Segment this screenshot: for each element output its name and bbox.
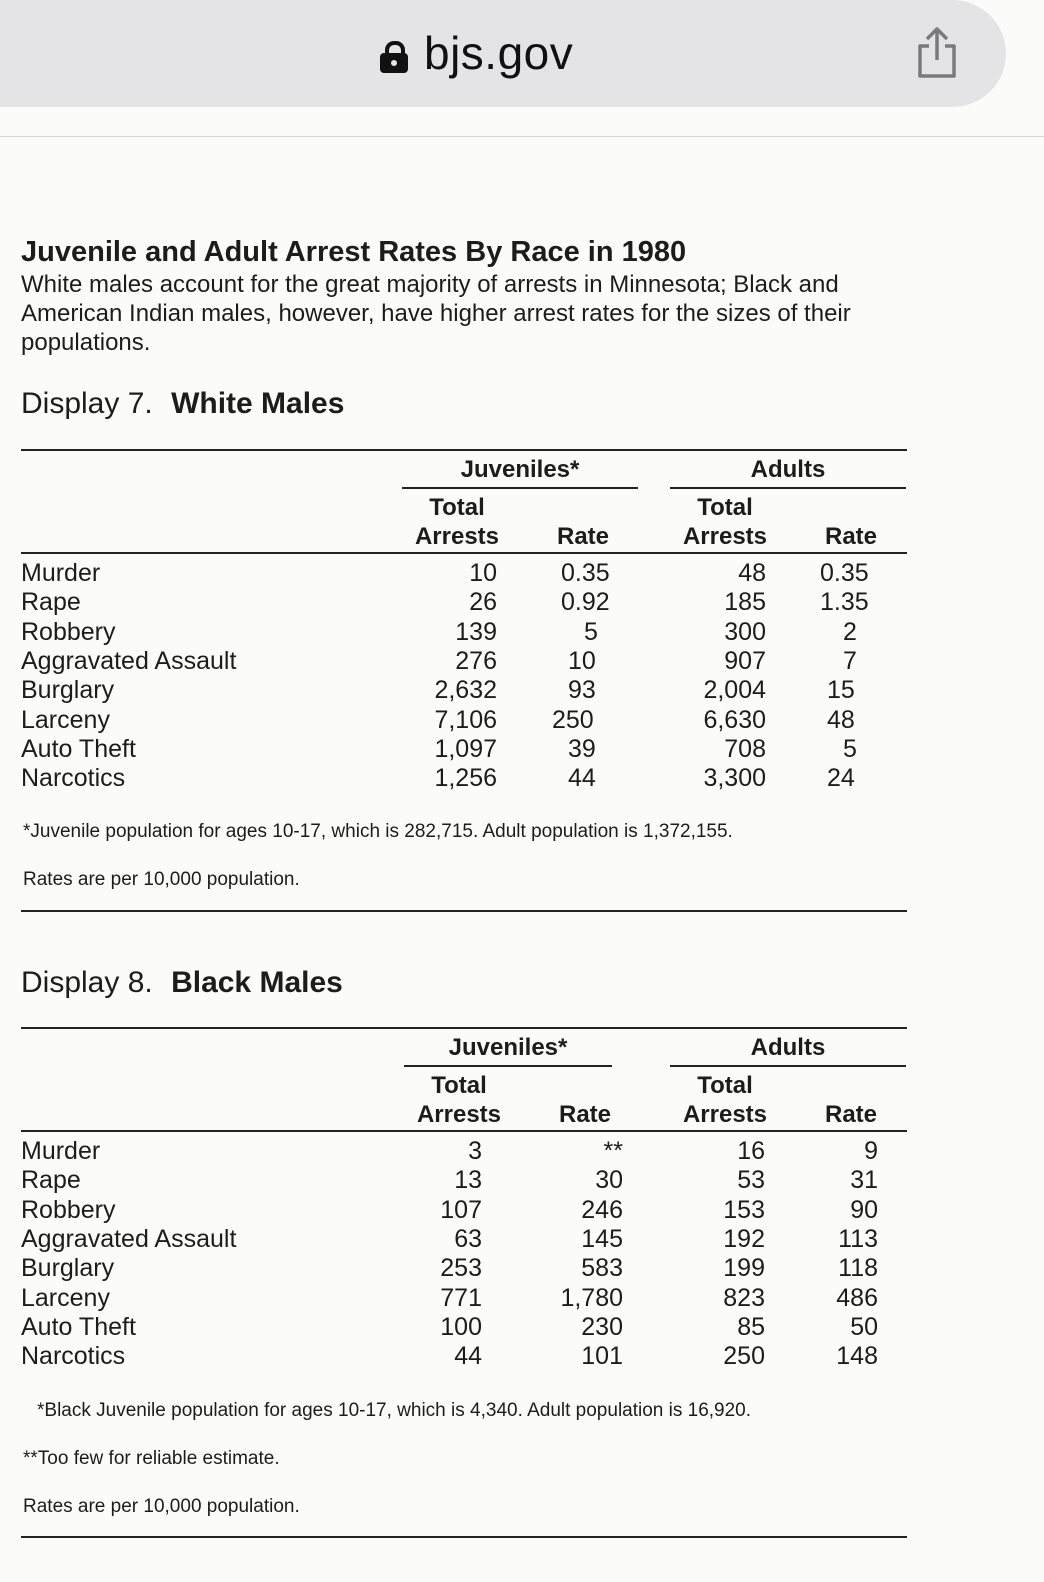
- juv-rate-cell: 44: [568, 764, 596, 793]
- adult-rate-cell: 486: [836, 1283, 878, 1312]
- juv-arrests-cell: 107: [440, 1195, 482, 1224]
- adult-arrests-cell: 3,300: [703, 764, 766, 793]
- crime-label: Auto Theft: [21, 734, 136, 763]
- display-name: White Males: [171, 387, 345, 420]
- col-header-rate: Rate: [558, 1101, 612, 1128]
- table-top-rule: [21, 449, 907, 451]
- adult-rate-cell: 7: [843, 646, 857, 675]
- juv-rate-cell: 101: [581, 1342, 623, 1371]
- display-label: Display 7.: [21, 387, 153, 420]
- table-row: [21, 1225, 907, 1254]
- juv-rate-cell: 1,780: [560, 1283, 623, 1312]
- adult-arrests-cell: 708: [724, 734, 766, 763]
- adult-arrests-cell: 48: [738, 559, 766, 587]
- juv-arrests-cell: 13: [454, 1166, 482, 1195]
- footnote: *Black Juvenile population for ages 10-17, which is 4,340. Adult population is 16,920.: [37, 1400, 752, 1421]
- group-underline: [404, 1065, 612, 1067]
- adult-arrests-cell: 300: [724, 617, 766, 646]
- adult-rate-cell: 31: [850, 1166, 878, 1195]
- juv-rate-cell: 93: [568, 676, 596, 705]
- crime-label: Auto Theft: [21, 1312, 136, 1341]
- col-header-arrests: Arrests: [414, 523, 500, 550]
- share-icon[interactable]: [912, 26, 962, 80]
- table-bottom-rule: [21, 1536, 907, 1538]
- group-underline: [670, 1065, 906, 1067]
- adult-arrests-cell: 192: [723, 1224, 765, 1253]
- footnote: Rates are per 10,000 population.: [23, 869, 300, 890]
- adult-arrests-cell: 53: [737, 1166, 765, 1195]
- col-header-total: Total: [697, 1072, 753, 1099]
- table-row: [21, 1313, 907, 1342]
- adult-rate-cell: 50: [850, 1312, 878, 1341]
- juv-rate-cell: 583: [581, 1254, 623, 1283]
- table-row: [21, 1196, 907, 1225]
- col-header-total: Total: [431, 1072, 487, 1099]
- adult-arrests-cell: 2,004: [703, 676, 766, 705]
- juv-arrests-cell: 3: [468, 1137, 482, 1165]
- table-row: [21, 559, 907, 588]
- juv-arrests-cell: 7,106: [434, 705, 497, 734]
- table-row: [21, 735, 907, 764]
- juv-rate-cell: 250: [552, 705, 594, 734]
- juv-rate-cell: 230: [581, 1312, 623, 1341]
- juv-arrests-cell: 253: [440, 1254, 482, 1283]
- table-row: [21, 706, 907, 735]
- footnote: *Juvenile population for ages 10-17, which is 282,715. Adult population is 1,372,155.: [23, 821, 733, 842]
- juv-arrests-cell: 771: [440, 1283, 482, 1312]
- juv-arrests-cell: 44: [454, 1342, 482, 1371]
- adult-arrests-cell: 16: [737, 1137, 765, 1165]
- crime-label: Narcotics: [21, 764, 126, 793]
- footnote: **Too few for reliable estimate.: [23, 1448, 280, 1469]
- adult-rate-cell: 113: [838, 1224, 878, 1253]
- adult-arrests-cell: 6,630: [703, 705, 766, 734]
- crime-label: Murder: [21, 559, 101, 587]
- juv-rate-cell: 145: [581, 1224, 623, 1253]
- juv-rate-cell: 0.35: [561, 559, 610, 587]
- juv-arrests-cell: 139: [455, 617, 497, 646]
- display-8-heading: [21, 966, 343, 1000]
- header-rule: [21, 552, 907, 554]
- table-row: [21, 1254, 907, 1283]
- adult-rate-cell: 118: [838, 1254, 878, 1283]
- col-header-rate: Rate: [556, 523, 610, 550]
- juv-arrests-cell: 1,097: [434, 734, 497, 763]
- adult-rate-cell: 5: [843, 734, 857, 763]
- group-header-adults: Adults: [750, 1034, 826, 1061]
- juv-arrests-cell: 10: [469, 559, 497, 587]
- crime-label: Burglary: [21, 676, 115, 705]
- footnote: Rates are per 10,000 population.: [23, 1496, 300, 1517]
- juv-rate-cell: 246: [581, 1195, 623, 1224]
- adult-rate-cell: 15: [827, 676, 855, 705]
- group-underline: [670, 487, 906, 489]
- juv-arrests-cell: 276: [455, 646, 497, 675]
- adult-rate-cell: 1.35: [820, 588, 869, 617]
- lock-icon: [380, 41, 408, 71]
- crime-label: Aggravated Assault: [21, 646, 237, 675]
- adult-arrests-cell: 185: [724, 588, 766, 617]
- juv-rate-cell: 39: [568, 734, 596, 763]
- table-row: [21, 764, 907, 793]
- col-header-arrests: Arrests: [416, 1101, 502, 1128]
- col-header-rate: Rate: [824, 1101, 878, 1128]
- juv-arrests-cell: 26: [469, 588, 497, 617]
- adult-arrests-cell: 153: [723, 1195, 765, 1224]
- display-label: Display 8.: [21, 966, 153, 999]
- col-header-total: Total: [697, 494, 753, 521]
- adult-rate-cell: 9: [864, 1137, 878, 1165]
- crime-label: Narcotics: [21, 1342, 126, 1371]
- juv-arrests-cell: 2,632: [434, 676, 497, 705]
- table-top-rule: [21, 1027, 907, 1029]
- group-header-juveniles: Juveniles*: [448, 1034, 568, 1061]
- table-row: [21, 618, 907, 647]
- adult-rate-cell: 0.35: [820, 559, 869, 587]
- juv-rate-cell: 10: [568, 646, 596, 675]
- crime-label: Robbery: [21, 1195, 116, 1224]
- crime-label: Robbery: [21, 617, 116, 646]
- juv-rate-cell: **: [603, 1137, 623, 1165]
- display-7-heading: [21, 387, 344, 421]
- juv-rate-cell: 0.92: [561, 588, 610, 617]
- table-row: [21, 676, 907, 705]
- adult-arrests-cell: 907: [724, 646, 766, 675]
- crime-label: Burglary: [21, 1254, 115, 1283]
- juv-arrests-cell: 63: [454, 1224, 482, 1253]
- group-underline: [402, 487, 638, 489]
- article-title: Juvenile and Adult Arrest Rates By Race in 1980: [21, 236, 687, 268]
- col-header-rate: Rate: [824, 523, 878, 550]
- juv-rate-cell: 30: [595, 1166, 623, 1195]
- domain-text: bjs.gov: [424, 27, 574, 79]
- adult-arrests-cell: 199: [723, 1254, 765, 1283]
- juv-arrests-cell: 1,256: [434, 764, 497, 793]
- group-header-juveniles: Juveniles*: [460, 456, 580, 483]
- crime-label: Rape: [21, 1166, 81, 1195]
- adult-rate-cell: 148: [836, 1342, 878, 1371]
- adult-rate-cell: 2: [843, 617, 857, 646]
- crime-label: Rape: [21, 588, 81, 617]
- article-intro: White males account for the great majority of arrests in Minnesota; Black and American Indian males, however, have higher arrest rates for the sizes of their populations.: [21, 271, 851, 356]
- table-row: [21, 1137, 907, 1166]
- table-row: [21, 588, 907, 617]
- col-header-arrests: Arrests: [682, 1101, 768, 1128]
- crime-label: Aggravated Assault: [21, 1224, 237, 1253]
- adult-arrests-cell: 85: [737, 1312, 765, 1341]
- display-name: Black Males: [171, 966, 343, 999]
- adult-rate-cell: 24: [827, 764, 855, 793]
- crime-label: Larceny: [21, 1283, 110, 1312]
- adult-rate-cell: 48: [827, 705, 855, 734]
- table-row: [21, 1342, 907, 1371]
- header-rule: [21, 1130, 907, 1132]
- juv-rate-cell: 5: [584, 617, 598, 646]
- crime-label: Murder: [21, 1137, 101, 1165]
- group-header-adults: Adults: [750, 456, 826, 483]
- table-bottom-rule: [21, 910, 907, 912]
- toolbar-divider: [0, 136, 1044, 137]
- table-row: [21, 1166, 907, 1195]
- adult-arrests-cell: 250: [723, 1342, 765, 1371]
- adult-rate-cell: 90: [850, 1195, 878, 1224]
- adult-arrests-cell: 823: [723, 1283, 765, 1312]
- col-header-total: Total: [429, 494, 485, 521]
- url-display[interactable]: [380, 22, 573, 84]
- table-row: [21, 647, 907, 676]
- table-row: [21, 1284, 907, 1313]
- col-header-arrests: Arrests: [682, 523, 768, 550]
- juv-arrests-cell: 100: [440, 1312, 482, 1341]
- crime-label: Larceny: [21, 705, 110, 734]
